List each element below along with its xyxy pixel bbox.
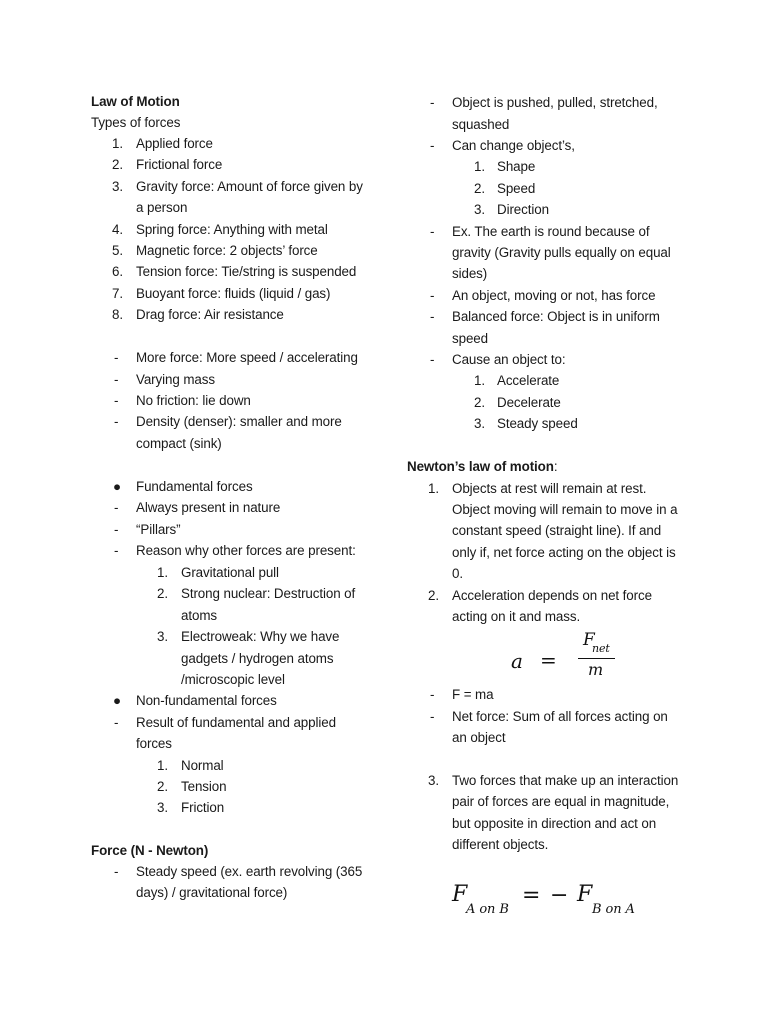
dash-marker: - [430, 352, 435, 367]
list-number: 3. [474, 416, 485, 431]
note-item-cont: days) / gravitational force) [136, 885, 288, 900]
eq-sub-net: net [592, 642, 610, 655]
list-number: 2. [112, 157, 123, 172]
list-number: 1. [474, 159, 485, 174]
list-item: Frictional force [136, 157, 223, 172]
note-item-cont: speed [452, 331, 488, 346]
list-item-cont: a person [136, 200, 188, 215]
section-subtitle: Types of forces [91, 115, 181, 130]
list-number: 1. [428, 481, 439, 496]
eq-sub-aonb: A on B [466, 902, 509, 917]
list-item: Applied force [136, 136, 213, 151]
note-item: “Pillars” [136, 522, 181, 537]
dash-marker: - [430, 95, 435, 110]
list-number: 2. [474, 181, 485, 196]
list-number: 1. [112, 136, 123, 151]
force-heading: Force (N - Newton) [91, 843, 209, 858]
dash-marker: - [114, 715, 119, 730]
list-item-cont: gadgets / hydrogen atoms [181, 651, 334, 666]
note-item: Balanced force: Object is in uniform [452, 309, 660, 324]
eq-equals: = [540, 648, 557, 672]
list-number: 2. [428, 588, 439, 603]
newton-heading: Newton’s law of motion [407, 459, 554, 474]
list-number: 1. [157, 565, 168, 580]
note-item: Net force: Sum of all forces acting on [452, 709, 668, 724]
list-number: 5. [112, 243, 123, 258]
fraction-bar [578, 658, 615, 659]
list-number: 8. [112, 307, 123, 322]
note-item: Ex. The earth is round because of [452, 224, 650, 239]
dash-marker: - [114, 543, 119, 558]
list-number: 3. [157, 629, 168, 644]
list-item: Decelerate [497, 395, 561, 410]
list-number: 7. [112, 286, 123, 301]
doc-title: Law of Motion [91, 94, 180, 109]
dash-marker: - [430, 138, 435, 153]
eq-m: m [588, 660, 604, 679]
list-number: 6. [112, 264, 123, 279]
note-item: Can change object’s, [452, 138, 575, 153]
law-text-cont: pair of forces are equal in magnitude, [452, 794, 670, 809]
note-item-cont: squashed [452, 117, 510, 132]
list-item: Spring force: Anything with metal [136, 222, 328, 237]
list-item: Magnetic force: 2 objects’ force [136, 243, 318, 258]
list-number: 1. [474, 373, 485, 388]
list-item: Gravity force: Amount of force given by [136, 179, 363, 194]
list-item: Tension force: Tie/string is suspended [136, 264, 357, 279]
dash-marker: - [114, 522, 119, 537]
list-number: 2. [474, 395, 485, 410]
dash-marker: - [114, 372, 119, 387]
law-text-cont: only if, net force acting on the object is [452, 545, 676, 560]
note-item: Varying mass [136, 372, 215, 387]
list-item: Tension [181, 779, 227, 794]
list-number: 2. [157, 779, 168, 794]
dash-marker: - [114, 393, 119, 408]
eq-F: F [583, 630, 595, 650]
law-text-cont: acting on it and mass. [452, 609, 581, 624]
dash-marker: - [430, 309, 435, 324]
law-text-cont: different objects. [452, 837, 549, 852]
fundamental-heading: Fundamental forces [136, 479, 253, 494]
list-item: Friction [181, 800, 225, 815]
newton-heading-row [407, 459, 557, 475]
dash-marker: - [114, 500, 119, 515]
dash-marker: - [430, 709, 435, 724]
law-text: Objects at rest will remain at rest. [452, 481, 647, 496]
bullet-marker: ● [113, 693, 121, 708]
list-number: 3. [428, 773, 439, 788]
eq-F1: F [452, 882, 468, 907]
list-number: 1. [157, 758, 168, 773]
note-item: Density (denser): smaller and more [136, 414, 342, 429]
note-item-cont: an object [452, 730, 506, 745]
note-item: Cause an object to: [452, 352, 566, 367]
list-item: Normal [181, 758, 224, 773]
law-text: Two forces that make up an interaction [452, 773, 679, 788]
list-item: Electroweak: Why we have [181, 629, 340, 644]
eq-F2: F [577, 882, 593, 907]
list-item-cont: atoms [181, 608, 217, 623]
list-number: 2. [157, 586, 168, 601]
eq-sub-bona: B on A [592, 902, 635, 917]
list-item-cont: /microscopic level [181, 672, 285, 687]
heading-colon: : [553, 459, 558, 474]
dash-marker: - [430, 224, 435, 239]
note-item: More force: More speed / accelerating [136, 350, 358, 365]
dash-marker: - [430, 687, 435, 702]
list-item: Speed [497, 181, 536, 196]
list-item: Shape [497, 159, 536, 174]
bullet-marker: ● [113, 479, 121, 494]
list-item: Strong nuclear: Destruction of [181, 586, 356, 601]
dash-marker: - [114, 864, 119, 879]
note-item-cont: compact (sink) [136, 436, 222, 451]
list-item: Direction [497, 202, 549, 217]
list-item: Drag force: Air resistance [136, 307, 284, 322]
note-item: An object, moving or not, has force [452, 288, 656, 303]
nonfundamental-heading: Non-fundamental forces [136, 693, 277, 708]
note-item: Object is pushed, pulled, stretched, [452, 95, 658, 110]
list-item: Steady speed [497, 416, 578, 431]
note-item: Result of fundamental and applied [136, 715, 336, 730]
law-text-cont: 0. [452, 566, 463, 581]
law-text-cont: Object moving will remain to move in a [452, 502, 678, 517]
list-item: Accelerate [497, 373, 560, 388]
law-text-cont: but opposite in direction and act on [452, 816, 657, 831]
list-item: Buoyant force: fluids (liquid / gas) [136, 286, 331, 301]
dash-marker: - [430, 288, 435, 303]
note-item: Always present in nature [136, 500, 281, 515]
dash-marker: - [114, 414, 119, 429]
eq-equals: = [522, 883, 541, 908]
note-item: No friction: lie down [136, 393, 251, 408]
list-number: 3. [157, 800, 168, 815]
law-text-cont: constant speed (straight line). If and [452, 523, 662, 538]
note-item-cont: forces [136, 736, 172, 751]
eq-a: a [511, 649, 523, 673]
note-item: Steady speed (ex. earth revolving (365 [136, 864, 363, 879]
law-text: Acceleration depends on net force [452, 588, 652, 603]
list-number: 4. [112, 222, 123, 237]
dash-marker: - [114, 350, 119, 365]
list-item: Gravitational pull [181, 565, 279, 580]
note-item-cont: gravity (Gravity pulls equally on equal [452, 245, 671, 260]
list-number: 3. [112, 179, 123, 194]
note-item-cont: sides) [452, 266, 488, 281]
list-number: 3. [474, 202, 485, 217]
note-item: F = ma [452, 687, 494, 702]
note-item: Reason why other forces are present: [136, 543, 356, 558]
eq-minus: − [550, 883, 569, 908]
